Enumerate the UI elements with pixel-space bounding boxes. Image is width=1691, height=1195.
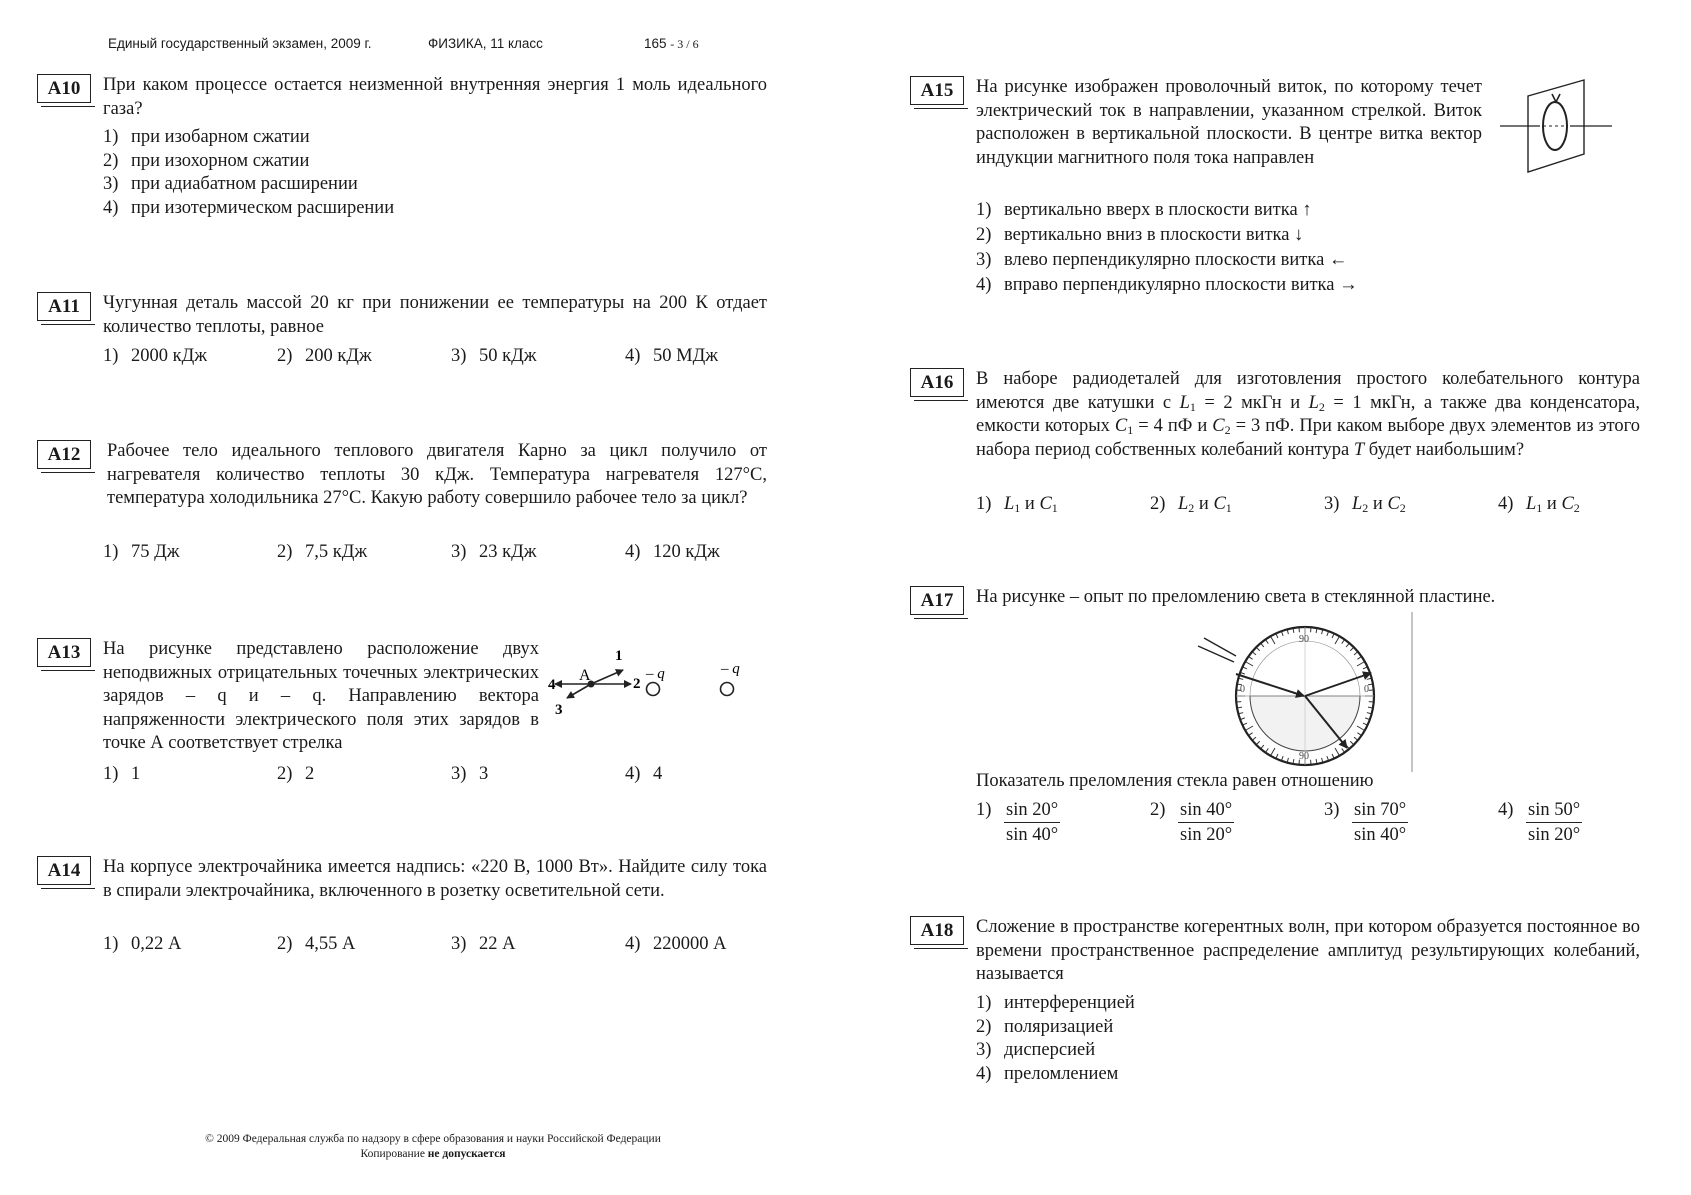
option[interactable]: 1) вертикально вверх в плоскости витка ↑ [976,200,1312,220]
scale-tick [1271,636,1276,644]
question-a11 [37,292,767,372]
scale-tick [1335,748,1340,756]
footer-copy-notice: Копирование не допускается [360,1148,506,1160]
charge-label: – q [721,661,740,677]
options-list [976,198,1358,298]
point-label: A [579,667,591,684]
question-a12 [37,440,767,570]
question-label: A16 [910,368,964,397]
option[interactable]: 4) 4 [625,764,663,784]
question-a10 [37,74,767,234]
scale-left-mark: 0 [1240,684,1245,695]
arrow-label-4: 4 [548,677,556,693]
scale-tick [1357,662,1365,667]
option[interactable]: 4) при изотермическом расширении [103,197,395,218]
scale-top-mark: 90 [1299,634,1309,645]
question-label: A13 [37,638,91,667]
footer-copyright: © 2009 Федеральная служба по надзору в сфере образования и науки Российской Федерации [205,1133,661,1145]
fraction: $\frac{\sin 70^\circ}{\sin 40^\circ}$ [1354,800,1407,845]
question-a14 [37,856,767,966]
header-page [644,36,699,52]
option[interactable]: 2) вертикально вниз в плоскости витка ↓ [976,225,1304,245]
option[interactable]: 1) 75 Дж [103,542,180,562]
option[interactable]: 3) 22 А [451,934,516,954]
question-text: На рисунке – опыт по преломлению света в стеклянной пластине. [976,587,1496,607]
option[interactable]: 3) влево перпендикулярно плоскости витка ← [976,250,1348,270]
question-label: A11 [37,292,91,321]
question-a16 [910,368,1640,518]
question-label: A12 [37,440,91,469]
charges-figure [549,638,767,718]
scale-bottom-mark: 90 [1299,751,1309,762]
options-row [103,346,767,370]
question-text: На корпусе электрочайника имеется надпись: «220 В, 1000 Вт». Найдите силу тока в спирали электрочайника, включенного в розетку осветительной сети. [103,857,767,901]
option[interactable]: 4) преломлением [976,1063,1119,1084]
option[interactable]: 3) дисперсией [976,1040,1096,1060]
option[interactable]: 4) $L_1$ и $C_2$ [1498,494,1580,515]
fraction: $\frac{\sin 50^\circ}{\sin 20^\circ}$ [1528,800,1581,845]
options-row [103,934,767,958]
option[interactable]: 1) 2000 кДж [103,346,208,366]
scale-right-mark: 0 [1364,684,1369,695]
question-a15 [910,76,1640,306]
question-label: A14 [37,856,91,885]
wire-loop-figure [1500,78,1616,178]
options-row: 1) $\frac{\sin 20^\circ}{\sin 40^\circ}$ 2) $\frac{\sin 40^\circ}{\sin 20^\circ}$ 3) $\frac{\sin 70^\circ}{\sin 40^\circ}$ 4) $\frac{\sin 50^\circ}{\sin 20^\circ}$ [976,800,1581,845]
option[interactable]: 4) 50 МДж [625,346,718,366]
option[interactable]: 2) 2 [277,764,315,784]
question-text: Рабочее тело идеального теплового двигателя Карно за цикл получило от нагревателя количество теплоты 30 кДж. Температура нагревателя 127°С, температура холодильника 27°С. Какую работу совершило рабочее тело за цикл? [107,441,767,508]
option[interactable]: 2) поляризацией [976,1016,1114,1037]
options-row [976,494,1640,518]
option[interactable]: 1) 0,22 А [103,934,182,954]
question-a18 [910,916,1640,1096]
question-label: A15 [910,76,964,105]
charge-label: – q [646,666,665,682]
option[interactable]: 4) 220000 А [625,934,727,954]
option[interactable]: 3) $L_2$ и $C_2$ [1324,494,1406,515]
question-a13 [37,638,767,788]
option[interactable]: 3) 3 [451,764,489,784]
question-text: При каком процессе остается неизменной внутренняя энергия 1 моль идеального газа? [103,75,767,119]
question-text-2: Показатель преломления стекла равен отношению [976,771,1374,791]
refraction-figure [1200,616,1420,776]
option[interactable]: 3) 23 кДж [451,542,537,562]
option[interactable]: 2) 7,5 кДж [277,542,368,562]
option[interactable]: 1) $L_1$ и $C_1$ [976,494,1058,515]
header-page-num: - 3 / 6 [670,37,699,51]
header-exam: Единый государственный экзамен, 2009 г. [108,36,372,51]
question-text: Сложение в пространстве когерентных волн, при котором образуется постоянное во времени пространственное распределение амплитуд результирующих колебаний, называется [976,917,1640,984]
question-a17 [910,586,1640,856]
fraction: $\frac{\sin 40^\circ}{\sin 20^\circ}$ [1180,800,1233,845]
header-page-code: 165 [644,36,667,51]
question-text: На рисунке представлено расположение двух неподвижных отрицательных точечных электрических зарядов – q и – q. Направлению вектора напряженности электрического поля этих зарядов в точке А соответствует стрелка [103,639,539,753]
arrow-label-3: 3 [555,702,563,718]
arrow-label-1: 1 [615,648,623,664]
question-label: A10 [37,74,91,103]
question-label: A18 [910,916,964,945]
option[interactable]: 2) 4,55 А [277,934,356,954]
fraction: $\frac{\sin 20^\circ}{\sin 40^\circ}$ [1006,800,1059,845]
option[interactable]: 2) 200 кДж [277,346,372,366]
scale-tick [1271,748,1276,756]
header-subject: ФИЗИКА, 11 класс [428,36,543,51]
option[interactable]: 2) $L_2$ и $C_1$ [1150,494,1232,515]
scale-tick [1245,726,1253,731]
scale-tick [1245,662,1253,667]
question-text: В наборе радиодеталей для изготовления простого колебательного контура имеются две катушки с $L_1 = 2$ мкГн и $L_2 = 1$ мкГн, а также два конденсатора, емкости которых $C_1 = 4$ пФ и $C_2 = 3$ пФ. При каком выборе двух элементов из этого набора период собственных колебаний контура T будет наибольшим? [976,369,1641,460]
option[interactable]: 1) 1 [103,764,141,784]
option[interactable]: 4) вправо перпендикулярно плоскости витка → [976,275,1358,295]
question-label: A17 [910,586,964,615]
scale-tick [1335,636,1340,644]
footer [0,1132,866,1162]
arrow-label-2: 2 [633,676,641,692]
question-text: На рисунке изображен проволочный виток, по которому течет электрический ток в направлении, указанном стрелкой. Виток расположен в вертикальной плоскости. В центре витка вектор индукции магнитного поля тока направлен [976,77,1482,168]
option[interactable]: 3) 50 кДж [451,346,537,366]
options-row [103,764,767,788]
option[interactable]: 1) при изобарном сжатии [103,127,310,147]
options-list [103,126,394,220]
scale-tick [1357,726,1365,731]
options-list [976,992,1135,1086]
option[interactable]: 2) при изохорном сжатии [103,150,310,171]
option[interactable]: 4) 120 кДж [625,542,720,562]
question-text: Чугунная деталь массой 20 кг при понижении ее температуры на 200 К отдает количество теплоты, равное [103,293,767,337]
options-row [103,542,767,566]
option[interactable]: 3) при адиабатном расширении [103,174,358,194]
option[interactable]: 1) интерференцией [976,993,1135,1013]
